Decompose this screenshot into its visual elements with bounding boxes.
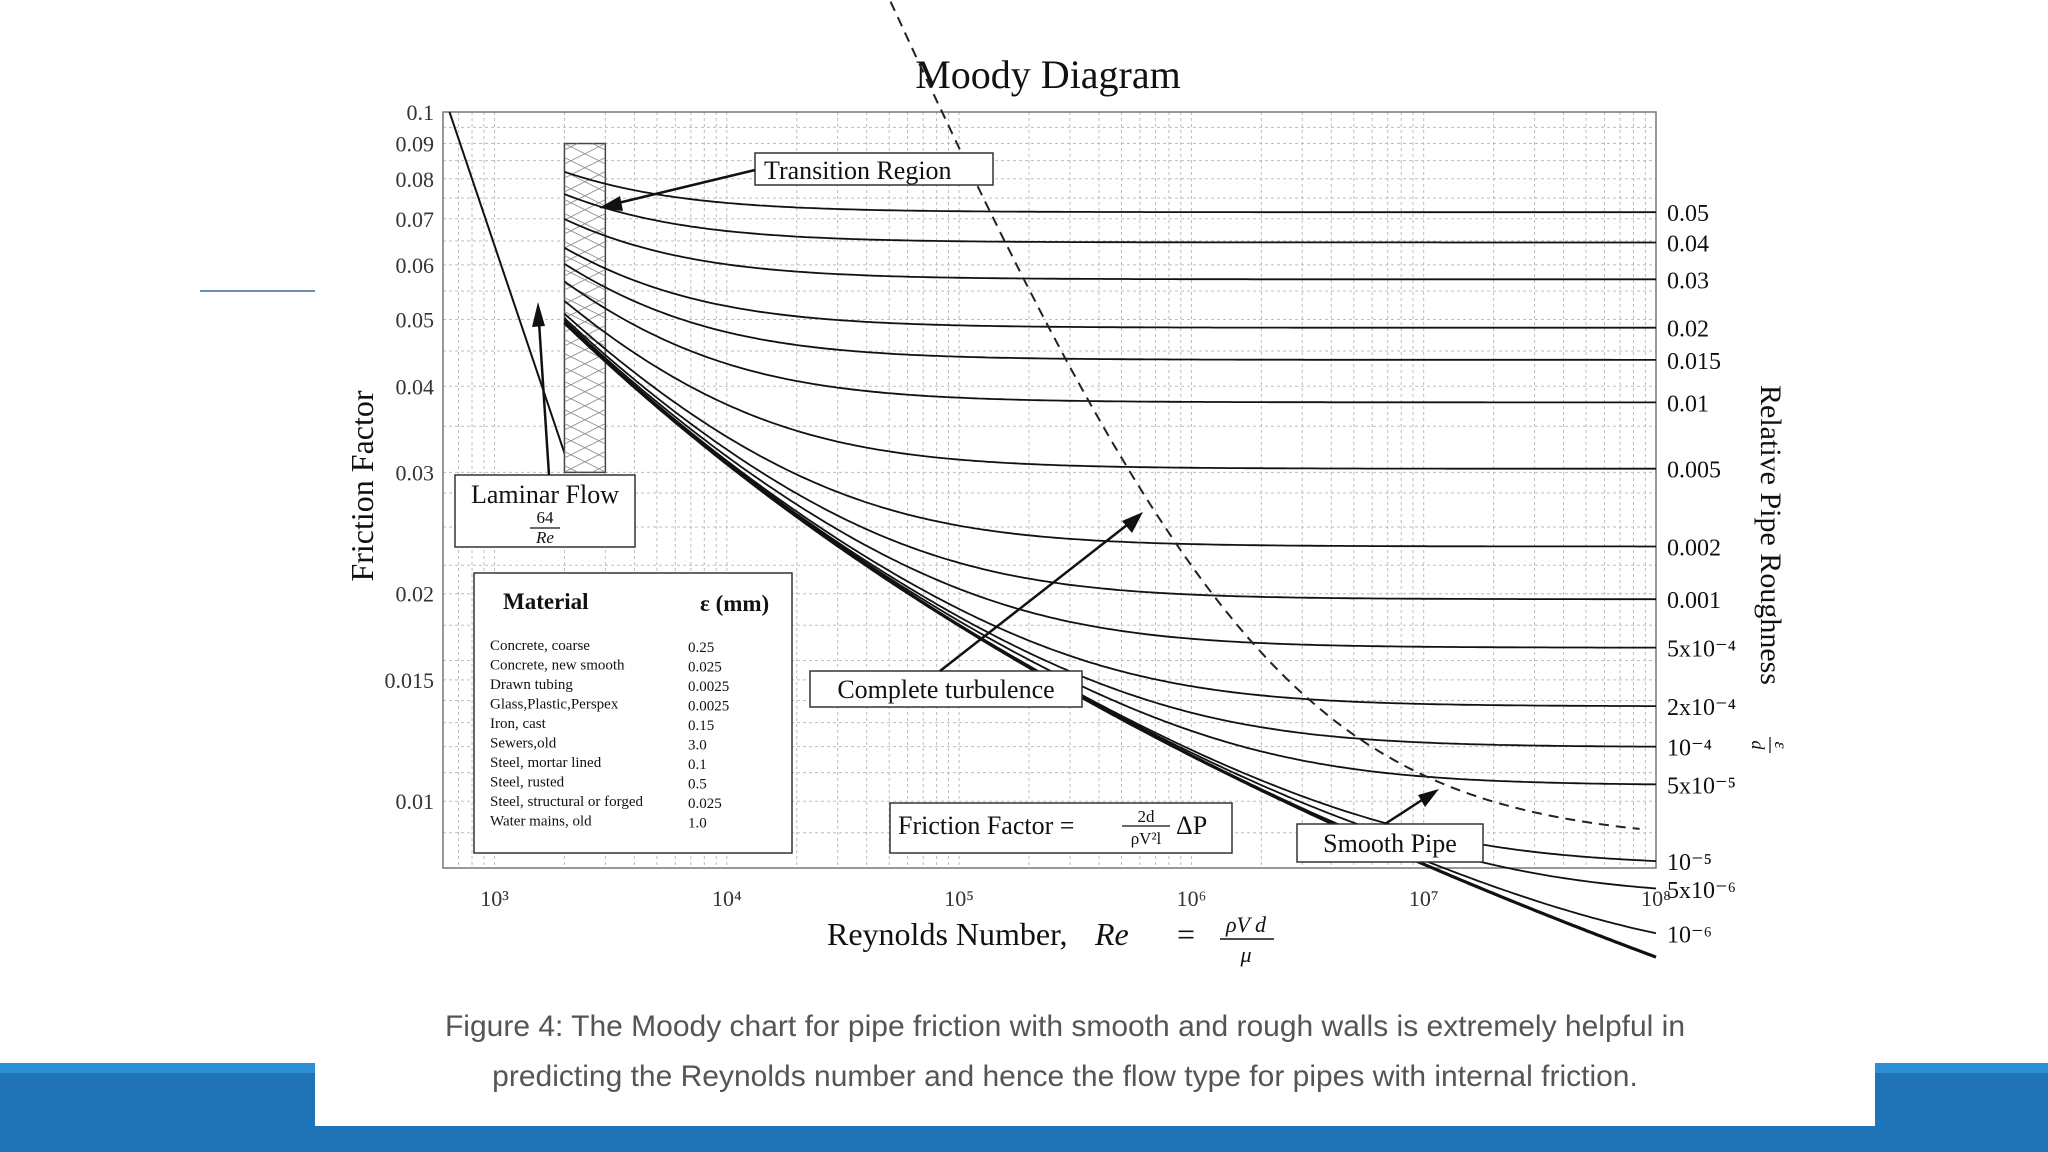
material-name: Water mains, old [490,813,592,830]
laminar-arrow-line [539,322,549,475]
smooth-arrowhead [1418,789,1439,807]
transition-hatch [564,88,605,108]
material-name: Iron, cast [490,716,546,732]
y-tick-label: 0.015 [384,667,434,693]
transition-hatch [564,116,605,136]
material-name: Steel, structural or forged [490,794,644,810]
material-eps: 0.025 [688,659,722,676]
roughness-curve [565,172,1657,212]
laminar-callout [455,302,635,547]
material-eps: 0.15 [688,718,715,734]
roughness-label: 5x10⁻⁴ [1667,636,1737,663]
roughness-labels [1667,201,1736,948]
y-tick-label: 0.03 [395,460,434,486]
transition-callout [599,153,993,211]
laminar-arrowhead [532,302,545,327]
transition-hatch [564,550,605,570]
roughness-label: 10⁻⁶ [1667,922,1713,949]
friction-formula-num: 2d [1137,807,1155,826]
friction-formula-lhs: Friction Factor = [898,811,1081,840]
x-axis-label-re: Re [1095,916,1129,952]
transition-hatch [564,74,605,94]
material-name: Concrete, coarse [490,638,590,654]
transition-hatch [564,550,605,570]
transition-hatch [564,4,605,24]
transition-hatch [564,116,605,136]
laminar-formula-num: 64 [536,508,554,527]
x-tick-label: 10⁸ [1641,886,1671,911]
figure-caption [340,1002,1790,1102]
y-tick-label: 0.07 [395,206,434,232]
transition-hatch [564,88,605,108]
material-name: Concrete, new smooth [490,657,625,674]
y2-axis-label-den: d [1748,740,1768,750]
x-axis-label-eq: = [1177,916,1196,952]
roughness-label: 0.002 [1667,535,1721,562]
transition-hatch [564,18,605,38]
roughness-label: 10⁻⁴ [1667,735,1713,762]
material-name: Sewers,old [490,735,557,752]
friction-formula-rhs: ΔP [1176,811,1208,840]
roughness-label: 0.05 [1667,201,1709,228]
transition-hatch [564,32,605,52]
roughness-curve [565,314,1657,547]
x-axis-label-text: Reynolds Number, [827,916,1068,952]
material-name: Glass,Plastic,Perspex [490,696,619,713]
roughness-label: 0.001 [1667,588,1721,615]
roughness-label: 5x10⁻⁶ [1667,878,1737,905]
x-tick-label: 10⁴ [711,886,742,911]
roughness-label: 0.015 [1667,348,1721,375]
y-tick-label: 0.05 [395,307,434,333]
transition-hatch [564,46,605,66]
x-axis-label [827,912,1274,967]
materials-header-material: Material [503,589,589,614]
chart-title: Moody Diagram [915,52,1181,97]
roughness-curve [565,219,1657,279]
laminar-formula-den: Re [536,528,554,547]
roughness-label: 2x10⁻⁴ [1667,695,1737,722]
material-name: Drawn tubing [490,677,573,693]
transition-hatch [564,60,605,80]
y-tick-label: 0.01 [395,789,434,815]
x-axis-label-den: μ [1240,942,1252,967]
transition-hatch [564,74,605,94]
roughness-curve [565,248,1657,328]
roughness-curve [565,282,1657,403]
transition-hatch [564,0,605,10]
roughness-label: 0.03 [1667,268,1709,295]
caption-line-2: predicting the Reynolds number and hence the flow type for pipes with internal friction. [492,1060,1638,1093]
y2-axis-label-text: Relative Pipe Roughness [1754,385,1787,685]
transition-hatch [564,0,605,10]
transition-hatch [564,18,605,38]
material-eps: 0.1 [688,757,707,773]
roughness-curve [565,301,1657,469]
material-eps: 0.5 [688,776,707,793]
transition-label: Transition Region [764,156,952,185]
laminar-flow-line [450,112,570,468]
roughness-label: 0.04 [1667,231,1709,258]
material-eps: 3.0 [688,737,707,754]
transition-hatch [564,4,605,24]
smooth-arrow-line [1385,800,1422,824]
transition-hatch [564,60,605,80]
x-axis-label-num: ρV d [1225,912,1267,937]
roughness-label: 0.02 [1667,316,1709,343]
y-tick-label: 0.06 [395,252,434,278]
y2-axis-label-num: ε [1771,741,1791,749]
transition-hatch [564,32,605,52]
roughness-label: 5x10⁻⁵ [1667,773,1737,800]
smooth-callout [1297,789,1483,862]
y-tick-label: 0.04 [395,374,434,400]
friction-formula-box [890,803,1232,853]
roughness-label: 10⁻⁵ [1667,850,1713,877]
turbulence-label: Complete turbulence [837,675,1055,704]
x-tick-label: 10³ [480,886,509,911]
material-eps: 0.025 [688,796,722,812]
x-tick-label: 10⁶ [1176,886,1207,911]
y-tick-label: 0.02 [395,581,434,607]
material-eps: 1.0 [688,815,707,832]
y-axis-label: Friction Factor [344,390,380,582]
roughness-label: 0.005 [1667,457,1721,484]
transition-hatch [564,46,605,66]
materials-header-eps: ε (mm) [700,591,770,616]
material-name: Steel, rusted [490,774,565,791]
material-eps: 0.0025 [688,698,730,715]
x-axis-ticks [480,886,1671,911]
material-name: Steel, mortar lined [490,755,602,771]
x-tick-label: 10⁵ [944,886,974,911]
y-axis-ticks [385,100,435,814]
friction-formula-den: ρV²l [1130,829,1162,848]
material-eps: 0.0025 [688,679,730,695]
caption-line-1: Figure 4: The Moody chart for pipe friction with smooth and rough walls is extremely helpful in [444,1010,1686,1043]
roughness-label: 0.01 [1667,391,1709,418]
y-tick-label: 0.08 [395,166,434,192]
smooth-label: Smooth Pipe [1323,829,1457,858]
y-tick-label: 0.09 [395,131,434,157]
laminar-label: Laminar Flow [470,480,620,509]
material-eps: 0.25 [688,640,715,656]
y2-axis-label [1748,385,1791,753]
laminar-region [450,112,570,468]
x-tick-label: 10⁷ [1408,886,1439,911]
materials-table [474,573,792,853]
y-tick-label: 0.1 [406,100,434,125]
